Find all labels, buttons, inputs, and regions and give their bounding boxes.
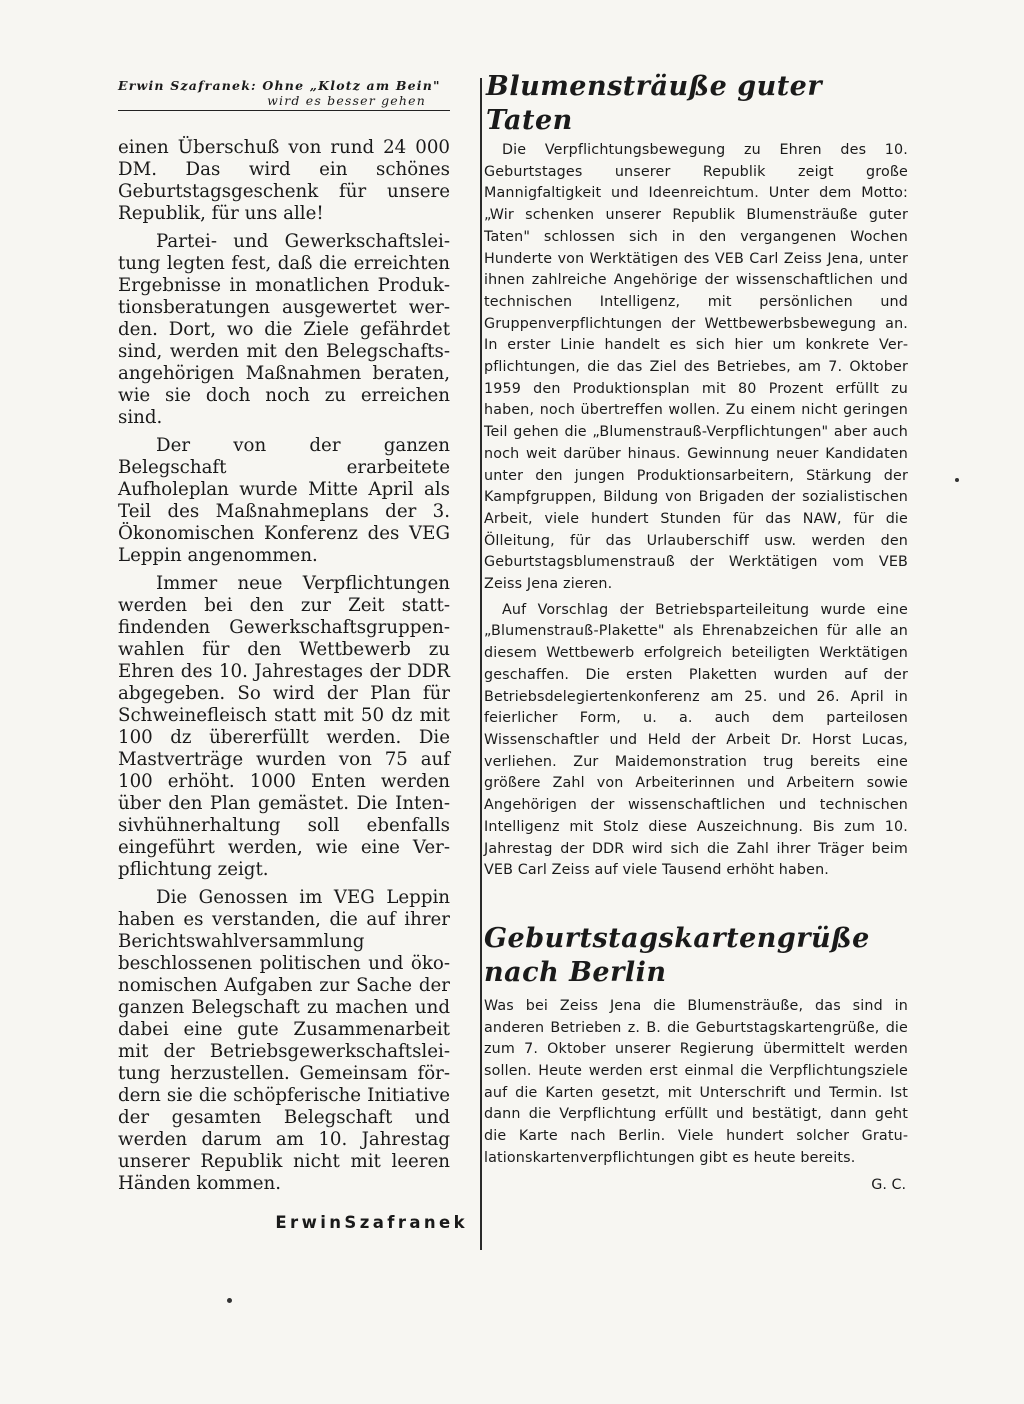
running-head-line2: wird es besser gehen	[267, 93, 426, 108]
right-paragraph: Was bei Zeiss Jena die Blumensträuße, das sind in anderen Betrieben z. B. die Geburtstagskartengrüße, die zum 7. Oktober unserer Regierung übermittelt werden sollen. Heute werden erst einmal die Verpflichtungsziele auf die Karten gesetzt, mit Unterschrift und Termin. Ist dann die Verpflichtung erfüllt und bestätigt, dann geht die Karte nach Berlin. Viele hundert solcher Gratulationskartenverpflichtungen gibt es heute bereits.	[484, 997, 908, 1166]
section-heading-line2: nach Berlin	[484, 956, 667, 988]
left-column	[118, 78, 472, 1232]
section-heading-blumenstraeusse: Blumensträuße guter Taten	[486, 71, 823, 136]
left-paragraph: Partei- und Gewerkschaftsleitung legten fest, daß die erreichten Ergebnisse in monatlichen Produktionsberatungen ausgewertet werden. Dort, wo die Ziele gefährdet sind, werden mit den Belegschaftsangehörigen Maßnahmen beraten, wie sie doch noch zu erreichen sind.	[118, 231, 450, 428]
running-head-line1: Erwin Szafranek: Ohne „Klotz am Bein"	[118, 78, 441, 93]
author-signature: ErwinSzafranek	[275, 1213, 468, 1232]
column-divider	[480, 78, 482, 1250]
left-article-body	[118, 137, 450, 1195]
right-column	[484, 70, 908, 1196]
right-paragraph: Die Verpflichtungsbewegung zu Ehren des 10. Geburtstages unserer Republik zeigt große Mannigfaltigkeit und Ideenreichtum. Unter dem Motto: „Wir schenken unserer Republik Blumensträuße guter Taten" schlossen sich in den vergangenen Wochen Hunderte von Werktätigen des VEB Carl Zeiss Jena, unter ihnen zahlreiche Angehörige der wissenschaftlichen und technischen Intelligenz, mit persönlichen und Gruppenverpflichtungen der Wettbewerbsbewegung an. In erster Linie handelt es sich hier um konkrete Verpflichtungen, die das Ziel des Betriebes, am 7. Oktober 1959 den Produktionsplan mit 80 Prozent erfüllt zu haben, noch übertreffen wollen. Zu einem nicht geringen Teil gehen die „Blumenstrauß-Verpflichtungen" aber auch noch weit darüber hinaus. Gewinnung neuer Kandidaten unter den jungen Produktionsarbeitern, Stärkung der Kampfgruppen, Bildung von Brigaden der sozialistischen Arbeit, viele hundert Stunden für das NAW, für die Ölleitung, für das Urlauberschiff usw. werden den Geburtstagsblumenstrauß der Werktätigen vom VEB Zeiss Jena zieren.	[484, 142, 908, 593]
section-heading-line1: Geburtstagskartengrüße	[484, 922, 870, 954]
section-body-geburtstagskarten	[484, 996, 908, 1196]
print-speck	[955, 478, 959, 482]
left-paragraph: Der von der ganzen Belegschaft erarbeitete Aufholeplan wurde Mitte April als Teil des Maßnahmeplans der 3. Ökonomischen Konferenz des VEG Leppin angenommen.	[118, 435, 450, 566]
left-paragraph: Immer neue Verpflichtungen werden bei den zur Zeit stattfindenden Gewerkschaftsgruppenwahlen für den Wettbewerb zu Ehren des 10. Jahrestages der DDR abgegeben. So wird der Plan für Schweinefleisch statt mit 50 dz mit 100 dz übererfüllt werden. Die Mastverträge wurden von 75 auf 100 erhöht. 1000 Enten werden über den Plan gemästet. Die Intensivhühnerhaltung soll ebenfalls eingeführt werden, wie eine Verpflichtung zeigt.	[118, 573, 450, 880]
section-body-blumenstraeusse	[484, 140, 908, 882]
section-heading-geburtstagskarten	[484, 922, 908, 990]
right-paragraph: Auf Vorschlag der Betriebsparteileitung wurde eine „Blumenstrauß-Plakette" als Ehrenabzeichen für alle an diesem Wettbewerb erfolgreich beteiligten Werktätigen geschaffen. Die ersten Plaketten wurden auf der Betriebsdelegiertenkonferenz am 25. und 26. April in feierlicher Form, u. a. auch dem parteilosen Wissenschaftler und Held der Arbeit Dr. Horst Lucas, verliehen. Zur Maidemonstration trug bereits eine größere Zahl von Arbeiterinnen und Arbeitern sowie Angehörigen der wissenschaftlichen und technischen Intelligenz mit Stolz diese Auszeichnung. Bis zum 10. Jahrestag der DDR wird sich die Zahl ihrer Träger beim VEB Carl Zeiss auf viele Tausend erhöht haben.	[484, 601, 908, 879]
left-paragraph: Die Genossen im VEG Leppin haben es verstanden, die auf ihrer Berichtswahlversammlung beschlossenen politischen und ökonomischen Aufgaben zur Sache der ganzen Belegschaft zu machen und dabei eine gute Zusammenarbeit mit der Betriebsgewerkschaftsleitung herzustellen. Gemeinsam fördern sie die schöpferische Initiative der gesamten Belegschaft und werden darum am 10. Jahrestag unserer Republik nicht mit leeren Händen kommen.	[118, 887, 450, 1194]
author-initials: G. C.	[871, 1176, 906, 1193]
running-head	[118, 78, 450, 111]
left-paragraph: einen Überschuß von rund 24 000 DM. Das wird ein schönes Geburtstagsgeschenk für unsere Republik, für uns alle!	[118, 137, 450, 224]
print-speck	[227, 1298, 232, 1303]
